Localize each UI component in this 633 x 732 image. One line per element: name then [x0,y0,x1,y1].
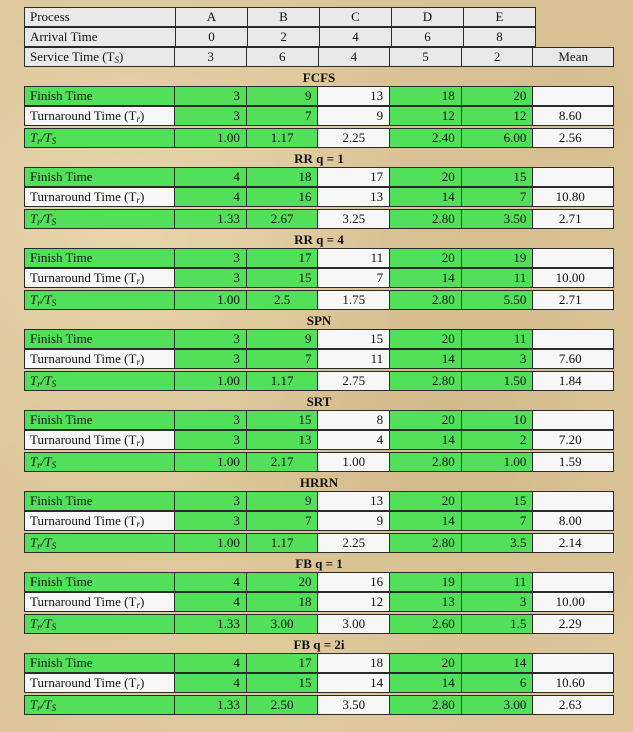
process-name-cell: C [319,7,392,27]
turnaround-mean: 10.00 [532,268,614,288]
finish-time-cell: 19 [461,248,534,268]
finish-time-cell: 9 [246,491,319,511]
turnaround-mean: 10.80 [532,187,614,207]
turnaround-cell: 14 [389,673,462,693]
turnaround-label: Turnaround Time $(T_r)$ [24,268,175,288]
turnaround-cell: 16 [246,187,319,207]
ratio-mean: 2.71 [532,290,614,310]
section-title: FCFS [302,70,336,85]
mean-cell-empty [532,653,614,673]
finish-time-row [24,492,614,512]
finish-time-cell: 13 [317,86,390,106]
finish-time-cell: 11 [461,329,534,349]
turnaround-label: Turnaround Time $(T_r)$ [24,106,175,126]
ratio-label: $T_r/T_S$ [24,533,175,553]
ratio-mean: 1.84 [532,371,614,391]
ratio-cell: 1.50 [461,371,534,391]
finish-time-cell: 20 [246,572,319,592]
turnaround-cell: 11 [461,268,534,288]
ratio-cell: 2.50 [246,695,319,715]
ratio-cell: 1.33 [174,614,247,634]
ratio-cell: 1.00 [174,290,247,310]
ratio-cell: 3.5 [461,533,534,553]
process-name-cell: E [463,7,536,27]
ratio-mean: 2.29 [532,614,614,634]
section-title: FB q = 2i [293,637,345,652]
finish-time-label: Finish Time [24,329,175,349]
turnaround-cell: 13 [246,430,319,450]
turnaround-cell: 3 [174,511,247,531]
turnaround-cell: 3 [174,106,247,126]
turnaround-cell: 11 [317,349,390,369]
turnaround-cell: 12 [317,592,390,612]
service-row [24,48,614,68]
ratio-cell: 1.17 [246,371,319,391]
ratio-cell: 6.00 [461,128,534,148]
finish-time-row [24,330,614,350]
turnaround-cell: 7 [461,187,534,207]
finish-time-cell: 20 [389,167,462,187]
turnaround-label: Turnaround Time $(T_r)$ [24,349,175,369]
finish-time-cell: 15 [461,491,534,511]
mean-cell-empty [532,410,614,430]
turnaround-cell: 14 [317,673,390,693]
turnaround-cell: 3 [174,349,247,369]
ratio-cell: 5.50 [461,290,534,310]
turnaround-row [24,431,614,451]
ratio-label: $T_r/T_S$ [24,290,175,310]
turnaround-label: Turnaround Time $(T_r)$ [24,592,175,612]
finish-time-cell: 17 [246,653,319,673]
arrival-label: Arrival Time [24,27,176,47]
finish-time-cell: 3 [174,410,247,430]
turnaround-cell: 4 [317,430,390,450]
finish-time-row [24,168,614,188]
finish-time-cell: 15 [461,167,534,187]
arrival-row [24,28,614,48]
turnaround-cell: 12 [461,106,534,126]
turnaround-cell: 18 [246,592,319,612]
ratio-cell: 1.00 [174,452,247,472]
ratio-mean: 2.56 [532,128,614,148]
ratio-cell: 3.00 [246,614,319,634]
mean-cell-empty [532,86,614,106]
finish-time-cell: 9 [246,329,319,349]
turnaround-cell: 7 [461,511,534,531]
ratio-cell: 1.17 [246,533,319,553]
arrival-cell: 4 [319,27,392,47]
arrival-cell: 6 [391,27,464,47]
turnaround-cell: 14 [389,268,462,288]
turnaround-cell: 4 [174,187,247,207]
ratio-cell: 2.80 [389,371,462,391]
ratio-row [24,696,614,716]
section-title: FB q = 1 [295,556,343,571]
turnaround-cell: 15 [246,673,319,693]
turnaround-mean: 8.00 [532,511,614,531]
section-title: RR q = 1 [294,151,344,166]
turnaround-row [24,512,614,532]
ratio-cell: 1.17 [246,128,319,148]
turnaround-mean: 7.20 [532,430,614,450]
ratio-cell: 1.00 [461,452,534,472]
turnaround-cell: 15 [246,268,319,288]
ratio-row [24,453,614,473]
finish-time-cell: 15 [317,329,390,349]
finish-time-row [24,411,614,431]
turnaround-cell: 2 [461,430,534,450]
finish-time-cell: 15 [246,410,319,430]
ratio-cell: 2.80 [389,533,462,553]
ratio-label: $T_r/T_S$ [24,209,175,229]
finish-time-row [24,249,614,269]
ratio-label: $T_r/T_S$ [24,128,175,148]
ratio-row [24,534,614,554]
turnaround-cell: 4 [174,673,247,693]
ratio-cell: 3.25 [317,209,390,229]
turnaround-mean: 10.60 [532,673,614,693]
sections-container [24,68,614,716]
turnaround-cell: 7 [246,106,319,126]
ratio-cell: 2.80 [389,695,462,715]
finish-time-cell: 20 [389,410,462,430]
turnaround-cell: 3 [174,430,247,450]
turnaround-cell: 4 [174,592,247,612]
ratio-cell: 1.33 [174,695,247,715]
finish-time-cell: 4 [174,167,247,187]
arrival-cell: 0 [175,27,248,47]
finish-time-label: Finish Time [24,248,175,268]
ratio-mean: 2.71 [532,209,614,229]
finish-time-cell: 20 [389,248,462,268]
turnaround-cell: 14 [389,511,462,531]
turnaround-mean: 10.00 [532,592,614,612]
ratio-cell: 3.50 [317,695,390,715]
finish-time-row [24,654,614,674]
turnaround-cell: 3 [461,592,534,612]
finish-time-cell: 11 [461,572,534,592]
ratio-cell: 2.40 [389,128,462,148]
section-title: HRRN [299,475,339,490]
ratio-mean: 2.14 [532,533,614,553]
turnaround-cell: 13 [389,592,462,612]
turnaround-cell: 14 [389,349,462,369]
ratio-cell: 1.00 [174,128,247,148]
turnaround-cell: 14 [389,187,462,207]
process-label: Process [24,7,176,27]
finish-time-cell: 18 [317,653,390,673]
ratio-cell: 2.17 [246,452,319,472]
turnaround-row [24,107,614,127]
turnaround-row [24,674,614,694]
service-cell: 2 [461,47,534,67]
service-cell: 6 [246,47,319,67]
finish-time-cell: 3 [174,86,247,106]
ratio-cell: 2.80 [389,290,462,310]
ratio-row [24,129,614,149]
finish-time-label: Finish Time [24,167,175,187]
finish-time-cell: 17 [246,248,319,268]
turnaround-mean: 7.60 [532,349,614,369]
scheduling-table [24,8,614,716]
ratio-cell: 2.80 [389,452,462,472]
turnaround-mean: 8.60 [532,106,614,126]
finish-time-cell: 20 [461,86,534,106]
section-title: RR q = 4 [294,232,344,247]
ratio-cell: 1.5 [461,614,534,634]
finish-time-cell: 4 [174,572,247,592]
finish-time-label: Finish Time [24,410,175,430]
process-row [24,8,614,28]
process-name-cell: A [175,7,248,27]
turnaround-row [24,269,614,289]
turnaround-row [24,593,614,613]
turnaround-label: Turnaround Time $(T_r)$ [24,430,175,450]
turnaround-cell: 6 [461,673,534,693]
service-label: Service Time $(T_S)$ [24,47,175,67]
ratio-row [24,372,614,392]
ratio-cell: 3.00 [317,614,390,634]
mean-cell-empty [532,491,614,511]
finish-time-label: Finish Time [24,86,175,106]
finish-time-cell: 20 [389,491,462,511]
ratio-cell: 1.75 [317,290,390,310]
ratio-cell: 2.5 [246,290,319,310]
finish-time-cell: 3 [174,329,247,349]
process-name-cell: B [247,7,320,27]
turnaround-cell: 13 [317,187,390,207]
arrival-cell: 2 [247,27,320,47]
finish-time-cell: 14 [461,653,534,673]
turnaround-cell: 3 [461,349,534,369]
ratio-cell: 2.80 [389,209,462,229]
section-title: SRT [306,394,332,409]
finish-time-cell: 10 [461,410,534,430]
finish-time-cell: 19 [389,572,462,592]
turnaround-cell: 7 [317,268,390,288]
turnaround-row [24,350,614,370]
turnaround-cell: 9 [317,511,390,531]
finish-time-cell: 3 [174,491,247,511]
ratio-cell: 2.60 [389,614,462,634]
turnaround-label: Turnaround Time $(T_r)$ [24,187,175,207]
section-title: SPN [306,313,332,328]
ratio-cell: 1.00 [317,452,390,472]
turnaround-label: Turnaround Time $(T_r)$ [24,673,175,693]
finish-time-cell: 13 [317,491,390,511]
finish-time-label: Finish Time [24,572,175,592]
ratio-label: $T_r/T_S$ [24,695,175,715]
ratio-label: $T_r/T_S$ [24,371,175,391]
finish-time-cell: 16 [317,572,390,592]
service-cell: 5 [389,47,462,67]
ratio-cell: 3.50 [461,209,534,229]
turnaround-row [24,188,614,208]
ratio-cell: 2.25 [317,128,390,148]
finish-time-label: Finish Time [24,653,175,673]
ratio-cell: 2.75 [317,371,390,391]
finish-time-row [24,573,614,593]
ratio-row [24,615,614,635]
turnaround-cell: 14 [389,430,462,450]
ratio-mean: 1.59 [532,452,614,472]
finish-time-row [24,87,614,107]
mean-cell-empty [532,572,614,592]
finish-time-cell: 17 [317,167,390,187]
finish-time-cell: 20 [389,329,462,349]
turnaround-cell: 3 [174,268,247,288]
turnaround-label: Turnaround Time $(T_r)$ [24,511,175,531]
process-name-cell: D [391,7,464,27]
ratio-row [24,210,614,230]
ratio-mean: 2.63 [532,695,614,715]
ratio-cell: 2.25 [317,533,390,553]
ratio-cell: 2.67 [246,209,319,229]
mean-cell-empty [532,248,614,268]
finish-time-cell: 11 [317,248,390,268]
finish-time-cell: 18 [246,167,319,187]
finish-time-cell: 9 [246,86,319,106]
ratio-cell: 1.00 [174,533,247,553]
arrival-cell: 8 [463,27,536,47]
ratio-cell: 1.33 [174,209,247,229]
mean-header: Mean [532,47,614,67]
mean-cell-empty [532,167,614,187]
service-cell: 3 [174,47,247,67]
finish-time-cell: 8 [317,410,390,430]
turnaround-cell: 12 [389,106,462,126]
finish-time-cell: 4 [174,653,247,673]
ratio-label: $T_r/T_S$ [24,452,175,472]
finish-time-cell: 18 [389,86,462,106]
turnaround-cell: 7 [246,349,319,369]
ratio-row [24,291,614,311]
ratio-cell: 1.00 [174,371,247,391]
turnaround-cell: 9 [317,106,390,126]
mean-cell-empty [532,329,614,349]
finish-time-cell: 20 [389,653,462,673]
finish-time-cell: 3 [174,248,247,268]
service-cell: 4 [318,47,391,67]
turnaround-cell: 7 [246,511,319,531]
ratio-label: $T_r/T_S$ [24,614,175,634]
ratio-cell: 3.00 [461,695,534,715]
finish-time-label: Finish Time [24,491,175,511]
